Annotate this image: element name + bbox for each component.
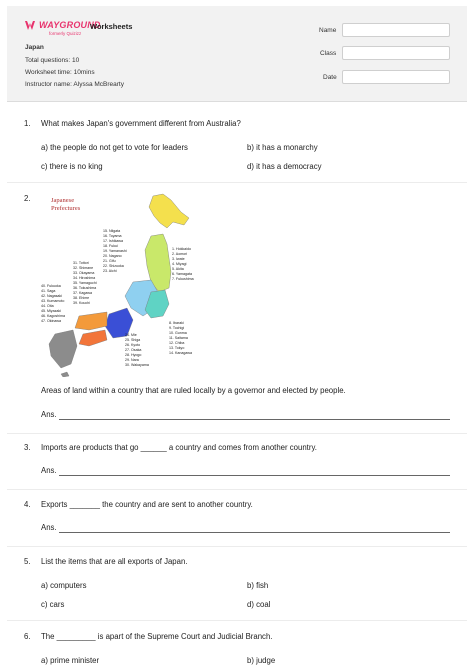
date-label: Date xyxy=(323,74,337,81)
map-label: 15. Niigata xyxy=(103,229,121,233)
question-number: 3. xyxy=(24,443,31,452)
map-region-chugoku xyxy=(75,312,107,330)
question-text: What makes Japan's government different from Australia? xyxy=(41,119,241,128)
map-label: 38. Ehime xyxy=(73,296,90,300)
question-2-text xyxy=(41,386,346,395)
map-label: 27. Osaka xyxy=(125,348,142,352)
map-label: 4. Miyagi xyxy=(172,262,187,266)
map-label: 12. Chiba xyxy=(169,341,185,345)
map-label: 8. Ibaraki xyxy=(169,321,184,325)
class-field[interactable] xyxy=(342,46,450,60)
map-label: 6. Yamagata xyxy=(172,272,193,276)
map-label: 14. Kanagawa xyxy=(169,351,192,355)
option-c[interactable]: c) there is no king xyxy=(41,162,103,171)
divider xyxy=(7,489,467,490)
question-number: 1. xyxy=(24,119,31,128)
map-label: 25. Shiga xyxy=(125,338,141,342)
divider xyxy=(7,182,467,183)
document-type: Worksheets xyxy=(90,22,133,31)
map-label: 35. Yamaguchi xyxy=(73,281,97,285)
logo-subtitle: formerly Quizizz xyxy=(49,31,82,36)
map-label: 20. Nagano xyxy=(103,254,122,258)
answer-line[interactable] xyxy=(59,532,450,533)
question-text: Areas of land within a country that are ruled locally by a governor and elected by people. xyxy=(41,386,346,395)
option-b[interactable]: b) judge xyxy=(247,656,276,665)
divider xyxy=(7,620,467,621)
map-label: 1. Hokkaido xyxy=(172,247,191,251)
logo-icon xyxy=(25,21,37,30)
question-number: 2. xyxy=(24,194,31,203)
option-a[interactable]: a) the people do not get to vote for leaders xyxy=(41,143,188,152)
instructor-name: Instructor name: Alyssa McBrearty xyxy=(25,81,124,88)
map-label: 16. Toyama xyxy=(103,234,122,238)
map-region-okinawa xyxy=(61,372,69,377)
map-label: 7. Fukushima xyxy=(172,277,194,281)
worksheet-title: Japan xyxy=(25,44,44,51)
map-label: 26. Kyoto xyxy=(125,343,141,347)
option-b[interactable]: b) it has a monarchy xyxy=(247,143,318,152)
option-a[interactable]: a) computers xyxy=(41,581,87,590)
map-label: 43. Kumamoto xyxy=(41,299,65,303)
japan-prefectures-map xyxy=(41,192,201,377)
map-label: 40. Fukuoka xyxy=(41,284,61,288)
answer-label: Ans. xyxy=(41,466,57,475)
option-d[interactable]: d) coal xyxy=(247,600,271,609)
map-label: 10. Gunma xyxy=(169,331,187,335)
map-label: 3. Iwate xyxy=(172,257,185,261)
map-region-shikoku xyxy=(79,330,107,346)
option-a[interactable]: a) prime minister xyxy=(41,656,100,665)
map-label: 21. Gifu xyxy=(103,259,116,263)
question-text: Exports _______ the country and are sent to another country. xyxy=(41,500,253,509)
map-label: 24. Mie xyxy=(125,333,137,337)
map-label: 47. Okinawa xyxy=(41,319,61,323)
question-text: Imports are products that go ______ a country and comes from another country. xyxy=(41,443,317,452)
map-label: 19. Yamanashi xyxy=(103,249,127,253)
map-label: 32. Shimane xyxy=(73,266,94,270)
map-label: 42. Nagasaki xyxy=(41,294,62,298)
map-label: 34. Hiroshima xyxy=(73,276,96,280)
map-label: 2. Aomori xyxy=(172,252,188,256)
divider xyxy=(7,433,467,434)
worksheet-header xyxy=(7,6,467,102)
answer-line[interactable] xyxy=(59,475,450,476)
question-text: The _________ is apart of the Supreme Court and Judicial Branch. xyxy=(41,632,273,641)
map-label: 36. Tokushima xyxy=(73,286,97,290)
option-d[interactable]: d) it has a democracy xyxy=(247,162,322,171)
total-questions: Total questions: 10 xyxy=(25,57,80,64)
map-label: 9. Tochigi xyxy=(169,326,185,330)
map-label: 13. Tokyo xyxy=(169,346,185,350)
class-label: Class xyxy=(320,50,337,57)
option-b[interactable]: b) fish xyxy=(247,581,269,590)
question-number: 5. xyxy=(24,557,31,566)
map-label: 22. Shizuoka xyxy=(103,264,124,268)
map-label: 46. Kagoshima xyxy=(41,314,65,318)
answer-label: Ans. xyxy=(41,410,57,419)
map-label: 18. Fukui xyxy=(103,244,118,248)
map-title-line-1: Japanese xyxy=(51,197,75,204)
logo-text: WAYGROUND xyxy=(39,20,101,30)
name-label: Name xyxy=(319,27,337,34)
answer-label: Ans. xyxy=(41,523,57,532)
divider xyxy=(7,546,467,547)
map-label: 5. Akita xyxy=(172,267,184,271)
question-text: List the items that are all exports of Japan. xyxy=(41,557,188,566)
map-label: 41. Saga xyxy=(41,289,56,293)
map-label: 30. Wakayama xyxy=(125,363,149,367)
map-region-kyushu xyxy=(49,330,77,368)
question-number: 6. xyxy=(24,632,31,641)
map-region-hokkaido xyxy=(149,194,189,228)
map-label: 29. Nara xyxy=(125,358,139,362)
map-label: 28. Hyogo xyxy=(125,353,142,357)
date-field[interactable] xyxy=(342,70,450,84)
map-label: 17. Ishikawa xyxy=(103,239,123,243)
map-label: 45. Miyazaki xyxy=(41,309,61,313)
map-label: 31. Tottori xyxy=(73,261,89,265)
option-c[interactable]: c) cars xyxy=(41,600,65,609)
map-label: 33. Okayama xyxy=(73,271,95,275)
answer-line[interactable] xyxy=(59,419,450,420)
map-label: 39. Kouchi xyxy=(73,301,90,305)
name-field[interactable] xyxy=(342,23,450,37)
map-label: 23. Aichi xyxy=(103,269,117,273)
map-label: 37. Kagawa xyxy=(73,291,92,295)
question-number: 4. xyxy=(24,500,31,509)
map-label: 44. Oita xyxy=(41,304,54,308)
map-title-line-2: Prefectures xyxy=(51,205,81,212)
map-label: 11. Saitama xyxy=(169,336,188,340)
worksheet-time: Worksheet time: 10mins xyxy=(25,69,95,76)
